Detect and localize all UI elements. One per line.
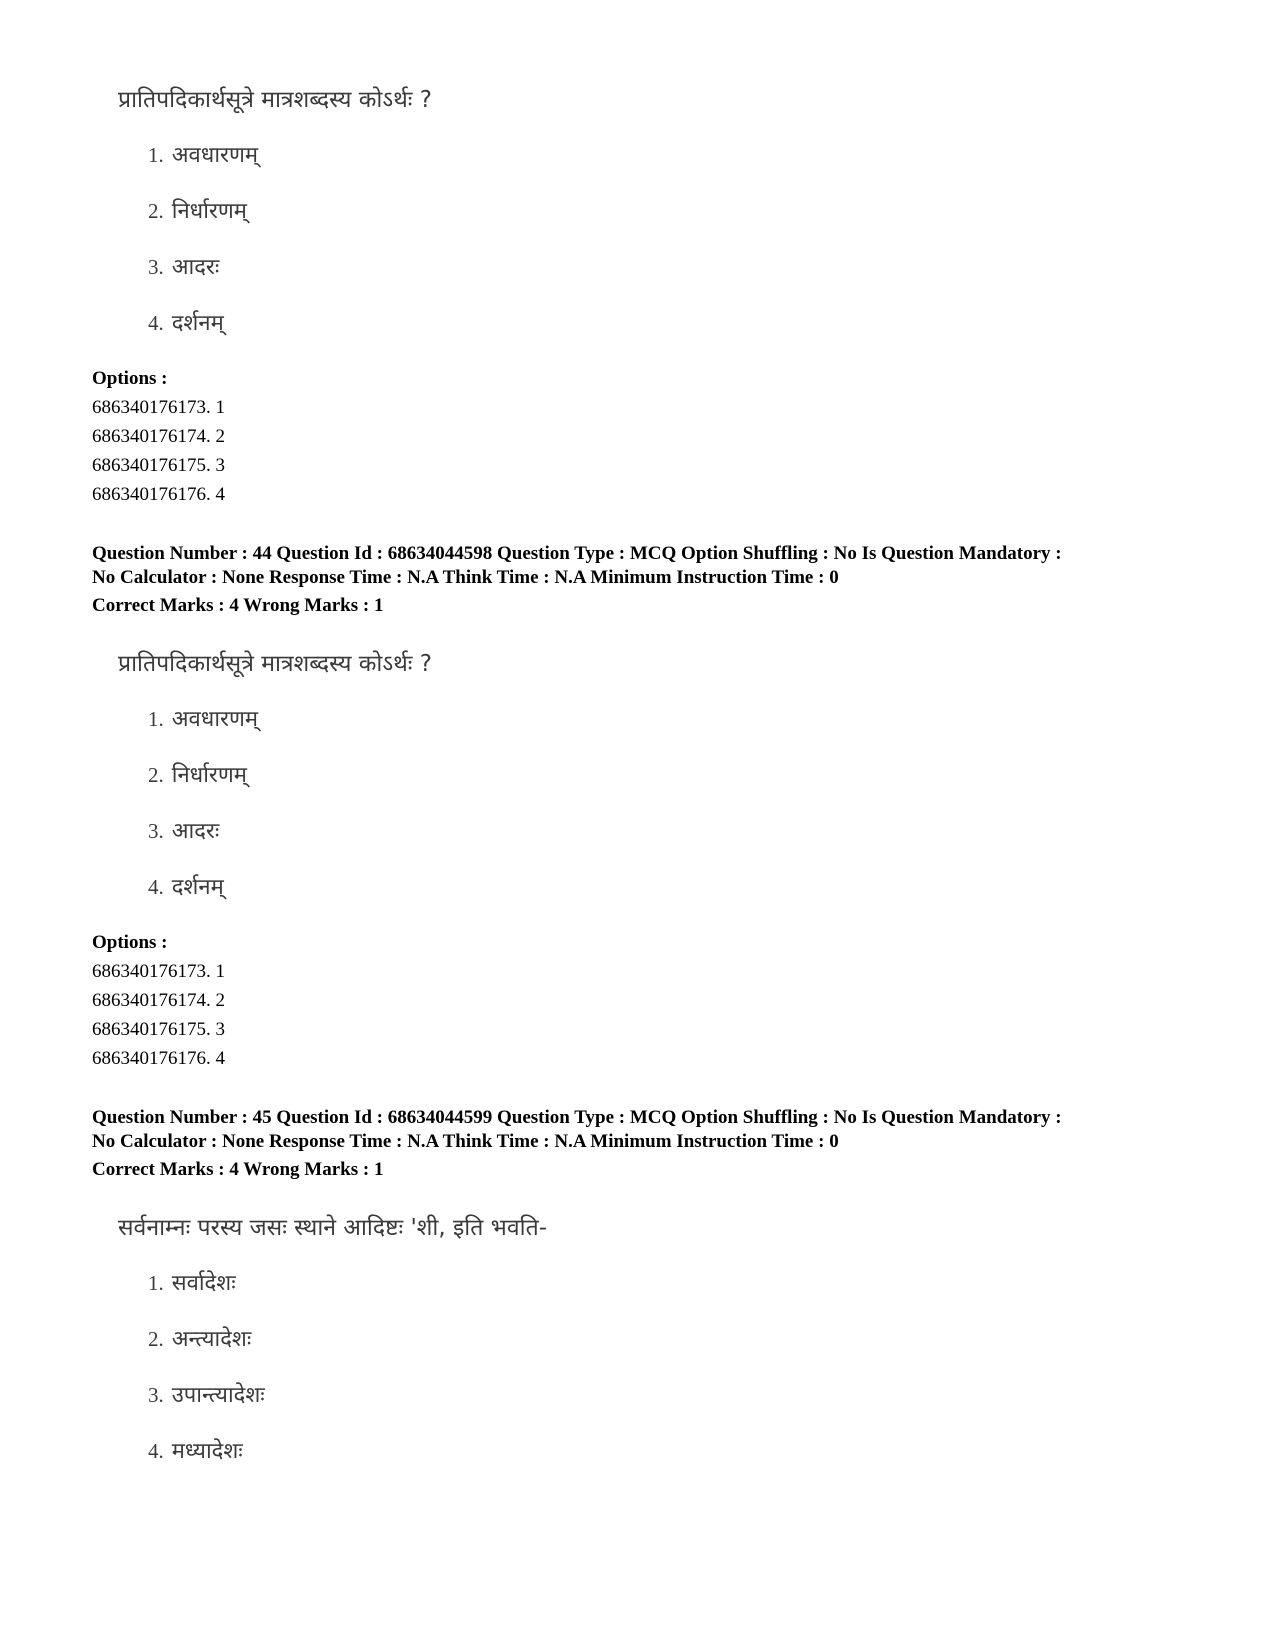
- choice-item: [148, 308, 224, 339]
- choice-text: अवधारणम्: [171, 143, 259, 168]
- question-meta-line: Question Number : 45 Question Id : 68634044599 Question Type : MCQ Option Shuffling : No Is Question Mandatory :: [92, 1107, 1062, 1128]
- choice-item: [148, 1380, 265, 1411]
- option-entry: 686340176175. 3: [92, 455, 225, 476]
- choice-text: उपान्त्यादेशः: [171, 1383, 265, 1408]
- marks-line: Correct Marks : 4 Wrong Marks : 1: [92, 1159, 384, 1180]
- choice-number: 3.: [148, 255, 164, 279]
- option-entry: 686340176173. 1: [92, 961, 225, 982]
- question-meta-line: No Calculator : None Response Time : N.A Think Time : N.A Minimum Instruction Time : 0: [92, 1131, 839, 1152]
- choice-number: 3.: [148, 819, 164, 843]
- question-image: [118, 1212, 818, 1464]
- question-text: प्रातिपदिकार्थसूत्रे मात्रशब्दस्य कोऽर्थः ?: [118, 651, 432, 677]
- option-entry: 686340176176. 4: [92, 484, 225, 505]
- choice-text: अवधारणम्: [171, 707, 259, 732]
- choice-item: [148, 140, 258, 171]
- choice-text: निर्धारणम्: [171, 199, 247, 224]
- option-entry: 686340176173. 1: [92, 397, 225, 418]
- choice-text: आदरः: [171, 255, 220, 280]
- options-list: [92, 928, 1192, 1073]
- choice-text: दर्शनम्: [171, 311, 224, 336]
- option-entry: 686340176174. 2: [92, 426, 225, 447]
- choice-item: [148, 760, 247, 791]
- choice-item: [148, 196, 247, 227]
- choice-item: [148, 252, 219, 283]
- option-entry: 686340176175. 3: [92, 1019, 225, 1040]
- choice-number: 3.: [148, 1383, 164, 1407]
- choice-number: 1.: [148, 707, 164, 731]
- question-meta-line: Question Number : 44 Question Id : 68634044598 Question Type : MCQ Option Shuffling : No Is Question Mandatory :: [92, 543, 1062, 564]
- choice-number: 1.: [148, 143, 164, 167]
- choice-text: अन्त्यादेशः: [171, 1327, 252, 1352]
- choice-item: [148, 1324, 251, 1355]
- choice-item: [148, 1436, 243, 1467]
- choice-number: 2.: [148, 763, 164, 787]
- options-label: Options :: [92, 932, 168, 953]
- options-label: Options :: [92, 368, 168, 389]
- choice-number: 2.: [148, 199, 164, 223]
- choice-item: [148, 704, 258, 735]
- choice-item: [148, 1268, 236, 1299]
- option-entry: 686340176174. 2: [92, 990, 225, 1011]
- question-image: [118, 648, 818, 900]
- question-text: प्रातिपदिकार्थसूत्रे मात्रशब्दस्य कोऽर्थः ?: [118, 87, 432, 113]
- options-list: [92, 364, 1192, 509]
- choice-number: 2.: [148, 1327, 164, 1351]
- marks-line: Correct Marks : 4 Wrong Marks : 1: [92, 595, 384, 616]
- choice-text: सर्वादेशः: [171, 1271, 236, 1296]
- choice-number: 1.: [148, 1271, 164, 1295]
- choice-item: [148, 872, 224, 903]
- question-meta: [92, 1106, 1192, 1182]
- choice-number: 4.: [148, 875, 164, 899]
- choice-text: मध्यादेशः: [171, 1439, 243, 1464]
- question-meta: [92, 542, 1192, 618]
- question-image: [118, 84, 818, 336]
- choice-text: निर्धारणम्: [171, 763, 247, 788]
- choice-number: 4.: [148, 311, 164, 335]
- choice-item: [148, 816, 219, 847]
- choice-text: दर्शनम्: [171, 875, 224, 900]
- option-entry: 686340176176. 4: [92, 1048, 225, 1069]
- question-text: सर्वनाम्नः परस्य जसः स्थाने आदिष्टः 'शी, इति भवति-: [118, 1215, 547, 1241]
- choice-number: 4.: [148, 1439, 164, 1463]
- choice-text: आदरः: [171, 819, 220, 844]
- question-meta-line: No Calculator : None Response Time : N.A Think Time : N.A Minimum Instruction Time : 0: [92, 567, 839, 588]
